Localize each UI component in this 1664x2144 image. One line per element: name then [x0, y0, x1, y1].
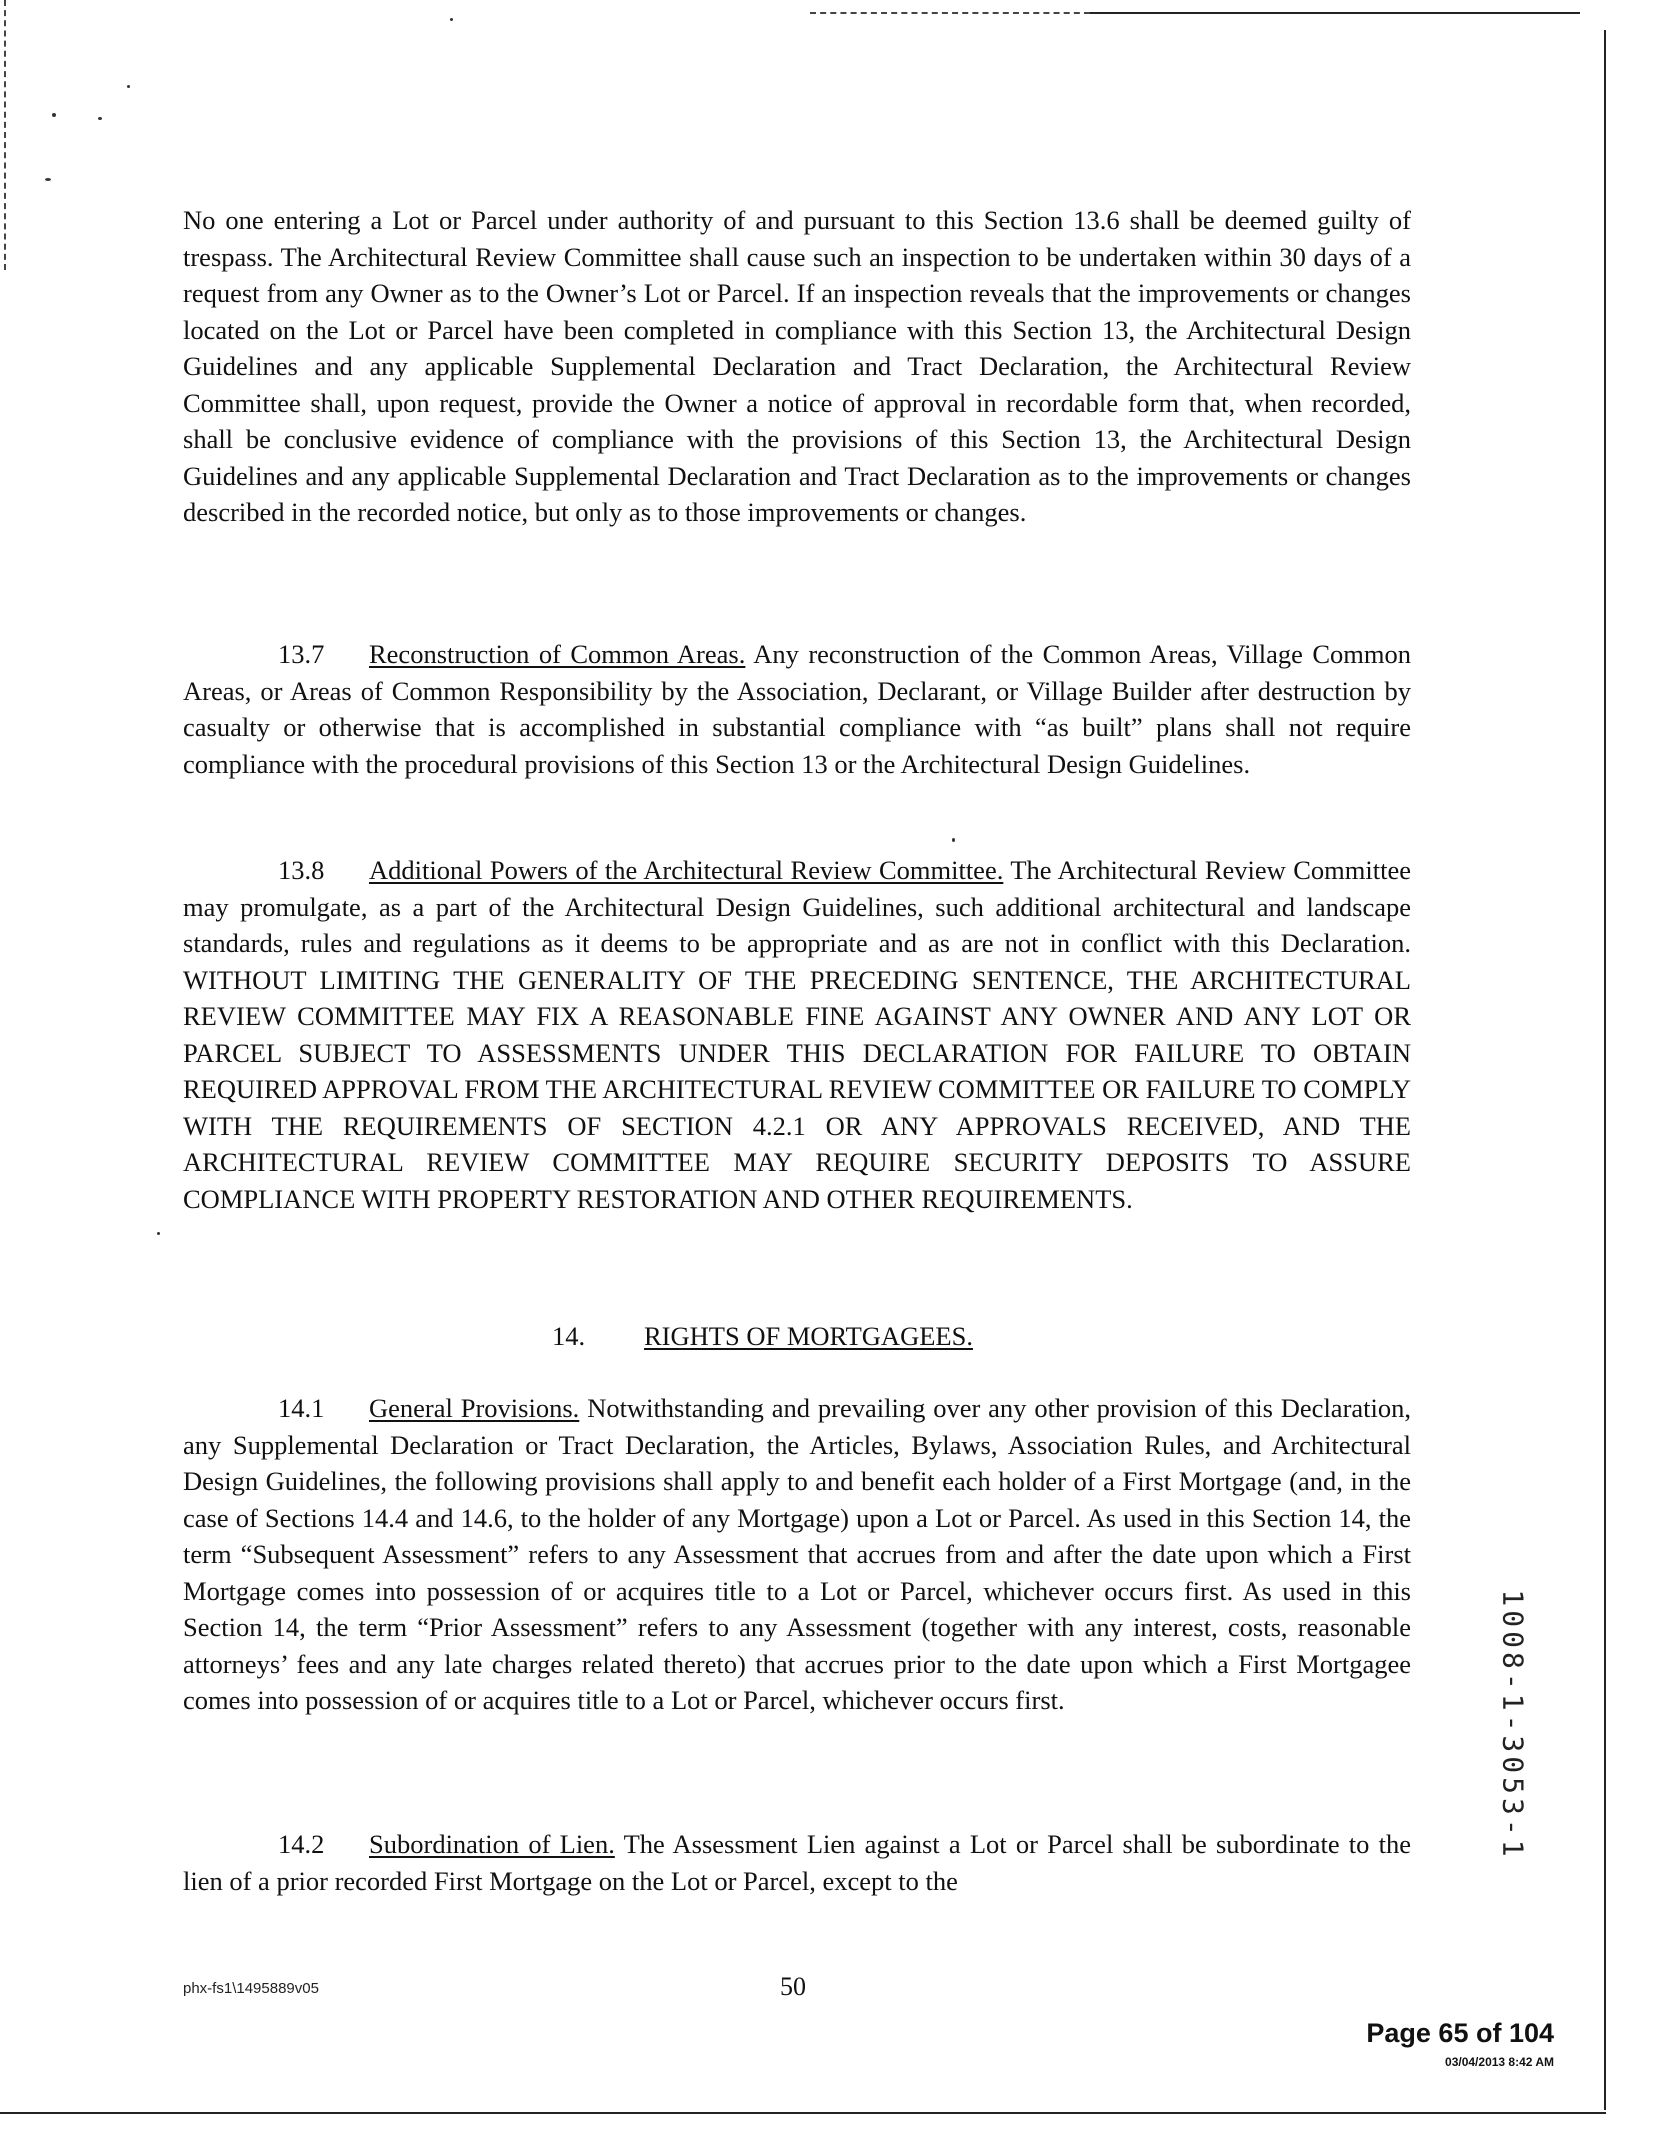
page-count-stamp: Page 65 of 104 [1366, 2018, 1554, 2048]
date-time-stamp: 03/04/2013 8:42 AM [1445, 2055, 1554, 2069]
scan-speck [45, 178, 51, 181]
section-number: 13.8 [278, 855, 325, 885]
section-title: Additional Powers of the Architectural Review Committee. [369, 855, 1004, 885]
section-14-1 [183, 1390, 1411, 1719]
scan-border-left [4, 0, 6, 270]
section-title: Reconstruction of Common Areas. [369, 639, 746, 669]
section-14-heading [552, 1318, 973, 1355]
scan-speck [157, 1232, 160, 1235]
section-number: 14.1 [278, 1393, 325, 1423]
section-body: The Assessment Lien against a Lot or Parcel shall be subordinate to the lien of a prior recorded First Mortgage on the Lot or Parcel, except to the [183, 1829, 1411, 1896]
section-number: 14.2 [278, 1829, 325, 1859]
section-13-8 [183, 852, 1411, 1217]
section-body: Notwithstanding and prevailing over any other provision of this Declaration, any Supplemental Declaration or Tract Declaration, the Articles, Bylaws, Association Rules, and Architectural Design Guidelines, the following provisions shall apply to and benefit each holder of a First Mortgage (and, in the case of Sections 14.4 and 14.6, to the holder of any Mortgage) upon a Lot or Parcel. As used in this Section 14, the term “Subsequent Assessment” refers to any Assessment that accrues from and after the date upon which a First Mortgage comes into possession of or acquires title to a Lot or Parcel, whichever occurs first. As used in this Section 14, the term “Prior Assessment” refers to any Assessment (together with any interest, costs, reasonable attorneys’ fees and any late charges related thereto) that accrues prior to the date upon which a First Mortgagee comes into possession of or acquires title to a Lot or Parcel, whichever occurs first. [183, 1393, 1412, 1715]
section-14-2 [183, 1826, 1411, 1899]
scan-speck [98, 117, 102, 120]
section-title: General Provisions. [369, 1393, 580, 1423]
side-stamp-text: 1008-1-3053-1 [1496, 1589, 1530, 1861]
section-13-7 [183, 636, 1411, 782]
scan-speck [52, 113, 56, 117]
scan-border-top-dashed [810, 12, 1090, 14]
section-title: Subordination of Lien. [369, 1829, 615, 1859]
recording-side-stamp [1496, 1589, 1530, 1861]
footer-page-number: 50 [780, 1972, 806, 2001]
scan-border-top [1090, 12, 1580, 14]
section-body: The Architectural Review Committee may promulgate, as a part of the Architectural Design Guidelines, such additional architectural and landscape standards, rules and regulations as it deems to be appropriate and as are not in conflict with this Declaration. WITHOUT LIMITING THE GENERALITY OF THE PRECEDING SENTENCE, THE ARCHITECTURAL REVIEW COMMITTEE MAY FIX A REASONABLE FINE AGAINST ANY OWNER AND ANY LOT OR PARCEL SUBJECT TO ASSESSMENTS UNDER THIS DECLARATION FOR FAILURE TO OBTAIN REQUIRED APPROVAL FROM THE ARCHITECTURAL REVIEW COMMITTEE OR FAILURE TO COMPLY WITH THE REQUIREMENTS OF SECTION 4.2.1 OR ANY APPROVALS RECEIVED, AND THE ARCHITECTURAL REVIEW COMMITTEE MAY REQUIRE SECURITY DEPOSITS TO ASSURE COMPLIANCE WITH PROPERTY RESTORATION AND OTHER REQUIREMENTS. [183, 855, 1412, 1214]
scan-speck [952, 838, 955, 842]
heading-title: RIGHTS OF MORTGAGEES. [644, 1321, 973, 1351]
footer-document-id: phx-fs1\1495889v05 [183, 1980, 319, 1997]
scan-speck [127, 85, 130, 88]
scan-border-bottom [0, 2112, 1606, 2114]
heading-number: 14. [552, 1321, 586, 1351]
paragraph-13-6-continued [183, 202, 1411, 531]
scan-border-right [1604, 30, 1606, 2110]
scan-speck [450, 18, 453, 21]
section-body: Any reconstruction of the Common Areas, Village Common Areas, or Areas of Common Responsibility by the Association, Declarant, or Village Builder after destruction by casualty or otherwise that is accomplished in substantial compliance with “as built” plans shall not require compliance with the procedural provisions of this Section 13 or the Architectural Design Guidelines. [183, 639, 1411, 779]
paragraph-text: No one entering a Lot or Parcel under authority of and pursuant to this Section 13.6 shall be deemed guilty of trespass. The Architectural Review Committee shall cause such an inspection to be undertaken within 30 days of a request from any Owner as to the Owner’s Lot or Parcel. If an inspection reveals that the improvements or changes located on the Lot or Parcel have been completed in compliance with this Section 13, the Architectural Design Guidelines and any applicable Supplemental Declaration and Tract Declaration, the Architectural Review Committee shall, upon request, provide the Owner a notice of approval in recordable form that, when recorded, shall be conclusive evidence of compliance with the provisions of this Section 13, the Architectural Design Guidelines and any applicable Supplemental Declaration and Tract Declaration as to the improvements or changes described in the recorded notice, but only as to those improvements or changes. [183, 205, 1411, 527]
section-number: 13.7 [278, 639, 325, 669]
